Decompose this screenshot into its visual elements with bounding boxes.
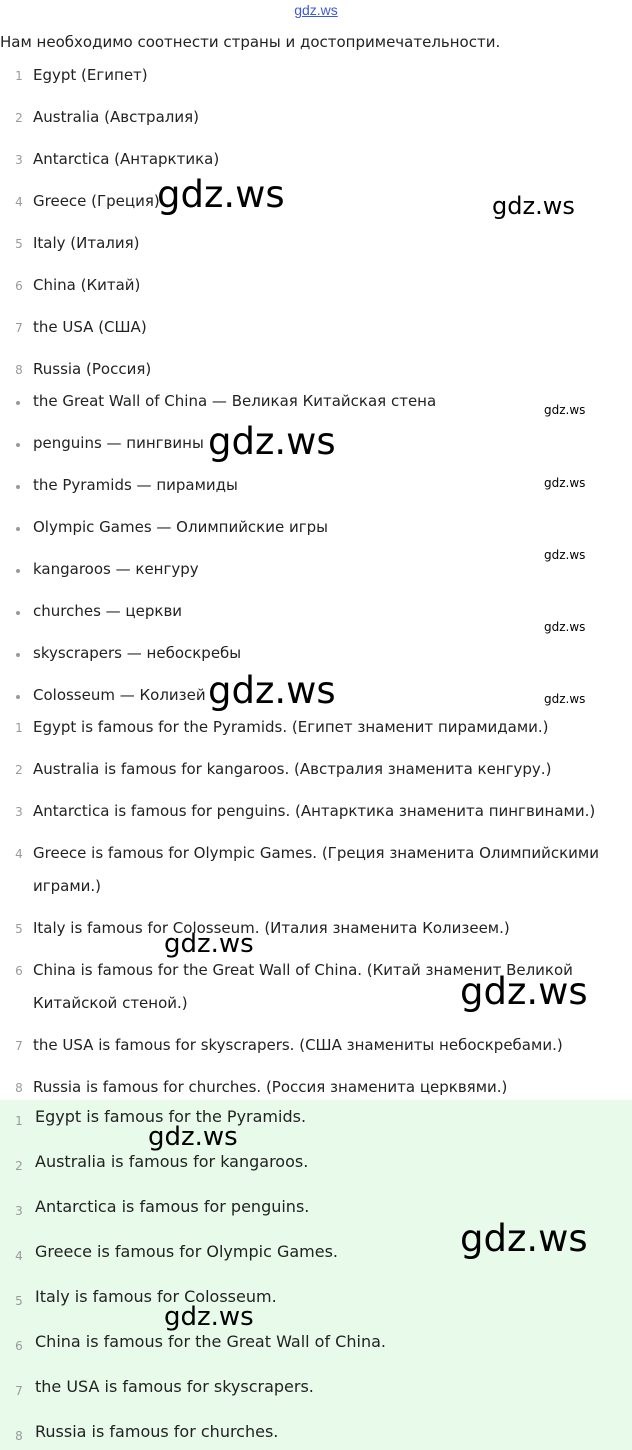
item-number: 3 [15,805,23,819]
item-number: 6 [15,279,23,293]
watermark: gdz.ws [148,1122,238,1152]
item-text: Colosseum — Колизей [33,686,206,704]
item-number: 1 [15,1114,23,1128]
bullet-dot [16,485,20,489]
bullet-dot [16,695,20,699]
item-text: Italy (Италия) [33,234,140,252]
item-number: 7 [15,1039,23,1053]
item-text: Greece is famous for Olympic Games. [35,1242,338,1261]
item-text: Italy is famous for Colosseum. (Италия знаменита Колизеем.) [33,919,510,937]
watermark: gdz.ws [492,192,575,220]
watermark: gdz.ws [164,929,254,959]
item-text: Italy is famous for Colosseum. [35,1287,277,1306]
item-text: Egypt (Египет) [33,66,148,84]
bullet-dot [16,443,20,447]
watermark: gdz.ws [544,692,586,706]
watermark: gdz.ws [544,548,586,562]
item-text: Antarctica (Антарктика) [33,150,220,168]
item-number: 8 [15,1081,23,1095]
item-number: 2 [15,111,23,125]
watermark: gdz.ws [208,420,336,463]
item-text: Egypt is famous for the Pyramids. [35,1107,307,1126]
item-number: 2 [15,763,23,777]
item-text: China is famous for the Great Wall of China. [35,1332,386,1351]
item-number: 5 [15,922,23,936]
item-number: 4 [15,1249,23,1263]
item-number: 4 [15,195,23,209]
item-text: Olympic Games — Олимпийские игры [33,518,328,536]
item-text: the Pyramids — пирамиды [33,476,238,494]
item-number: 1 [15,69,23,83]
answer-box [0,1100,632,1450]
item-number: 8 [15,363,23,377]
item-number: 7 [15,321,23,335]
item-text: Russia is famous for churches. (Россия знаменита церквями.) [33,1078,508,1096]
item-text: Australia is famous for kangaroos. [35,1152,309,1171]
item-text: the USA is famous for skyscrapers. (США знамениты небоскребами.) [33,1036,563,1054]
item-text: Egypt is famous for the Pyramids. (Египет знаменит пирамидами.) [33,718,549,736]
item-text: China is famous for the Great Wall of China. (Китай знаменит Великой Китайской стеной.) [33,961,573,1012]
bullet-dot [16,653,20,657]
item-text: churches — церкви [33,602,183,620]
bullet-dot [16,401,20,405]
item-text: Russia (Россия) [33,360,152,378]
watermark: gdz.ws [208,669,336,712]
item-text: kangaroos — кенгуру [33,560,199,578]
item-text: Australia is famous for kangaroos. (Австралия знаменита кенгуру.) [33,760,552,778]
item-number: 4 [15,847,23,861]
item-number: 1 [15,721,23,735]
watermark: gdz.ws [460,1217,588,1260]
watermark: gdz.ws [460,970,588,1013]
item-text: skyscrapers — небоскребы [33,644,242,662]
item-text: penguins — пингвины [33,434,204,452]
item-text: the USA (США) [33,318,147,336]
watermark: gdz.ws [157,173,285,216]
item-text: Greece is famous for Olympic Games. (Греция знаменита Олимпийскими играми.) [33,844,599,895]
item-text: the USA is famous for skyscrapers. [35,1377,314,1396]
item-text: China (Китай) [33,276,141,294]
watermark: gdz.ws [164,1302,254,1332]
bullet-dot [16,527,20,531]
item-text: Australia (Австралия) [33,108,199,126]
item-text: the Great Wall of China — Великая Китайская стена [33,392,437,410]
item-text: Antarctica is famous for penguins. [35,1197,310,1216]
item-number: 5 [15,1294,23,1308]
item-number: 3 [15,153,23,167]
item-text: Greece (Греция) [33,192,160,210]
item-number: 6 [15,1339,23,1353]
item-text: Antarctica is famous for penguins. (Антарктика знаменита пингвинами.) [33,802,596,820]
item-number: 6 [15,964,23,978]
bullet-dot [16,611,20,615]
item-number: 3 [15,1204,23,1218]
item-number: 7 [15,1384,23,1398]
intro-text: Нам необходимо соотнести страны и достопримечательности. [0,33,501,51]
watermark: gdz.ws [544,403,586,417]
bullet-dot [16,569,20,573]
header-site-link[interactable]: gdz.ws [294,2,338,18]
item-number: 2 [15,1159,23,1173]
item-number: 8 [15,1429,23,1443]
item-number: 5 [15,237,23,251]
watermark: gdz.ws [544,620,586,634]
watermark: gdz.ws [544,476,586,490]
item-text: Russia is famous for churches. [35,1422,279,1441]
